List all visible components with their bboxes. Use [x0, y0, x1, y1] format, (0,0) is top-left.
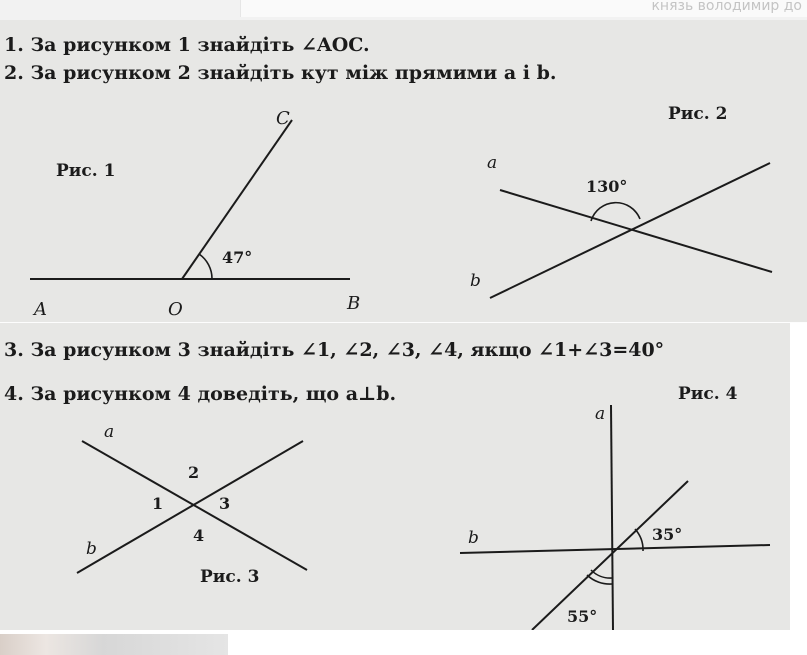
task-3: 3. За рисунком 3 знайдіть ∠1, ∠2, ∠3, ∠4, якщо ∠1+∠3=40° [4, 339, 665, 361]
task-4: 4. За рисунком 4 доведіть, що a⊥b. [4, 383, 397, 405]
fig2-angle-arc [591, 203, 640, 221]
search-query-text: князь володимир до [651, 0, 802, 14]
fig1-angle-label: 47° [222, 248, 253, 267]
fig3-angle-3: 3 [219, 494, 231, 513]
fig4-label-a: a [595, 404, 606, 424]
task-2: 2. За рисунком 2 знайдіть кут між прямими a і b. [4, 62, 557, 84]
fig3-label-b: b [86, 539, 97, 559]
fig4-oblique-line [532, 481, 688, 630]
fig2-label-b: b [470, 271, 481, 291]
fig4-angle-35-label: 35° [652, 525, 683, 544]
fig4-angle-55-label: 55° [567, 607, 598, 626]
fig1-label-a: A [34, 299, 47, 320]
fig2-angle-label: 130° [586, 177, 628, 196]
browser-top-bar [0, 0, 807, 20]
bottom-strip [0, 630, 807, 655]
figure-1-and-2 [0, 20, 807, 322]
fig4-label-b: b [468, 528, 479, 548]
fig4-line-a [611, 405, 613, 630]
fig3-line-b [77, 441, 303, 573]
fig2-caption: Рис. 2 [668, 104, 728, 124]
task-1: 1. За рисунком 1 знайдіть ∠AOC. [4, 34, 370, 56]
fig3-angle-2: 2 [188, 463, 200, 482]
worksheet-photo-bottom [0, 323, 790, 630]
fig2-line-b [490, 163, 770, 298]
fig1-label-b: B [347, 293, 361, 314]
fig3-label-a: a [104, 422, 115, 442]
fig3-angle-1: 1 [152, 494, 164, 513]
thumbnail-image[interactable] [0, 634, 228, 655]
fig2-line-a [500, 190, 772, 272]
search-input[interactable] [240, 0, 807, 17]
fig1-angle-arc [199, 254, 212, 279]
worksheet-photo-top [0, 20, 807, 322]
fig3-caption: Рис. 3 [200, 567, 260, 587]
fig1-label-c: C [276, 108, 290, 129]
fig3-angle-4: 4 [193, 526, 205, 545]
fig4-caption: Рис. 4 [678, 384, 738, 404]
figure-3-and-4 [0, 323, 790, 630]
fig2-label-a: a [487, 153, 498, 173]
fig1-caption: Рис. 1 [56, 161, 116, 181]
fig1-label-o: O [168, 299, 183, 320]
